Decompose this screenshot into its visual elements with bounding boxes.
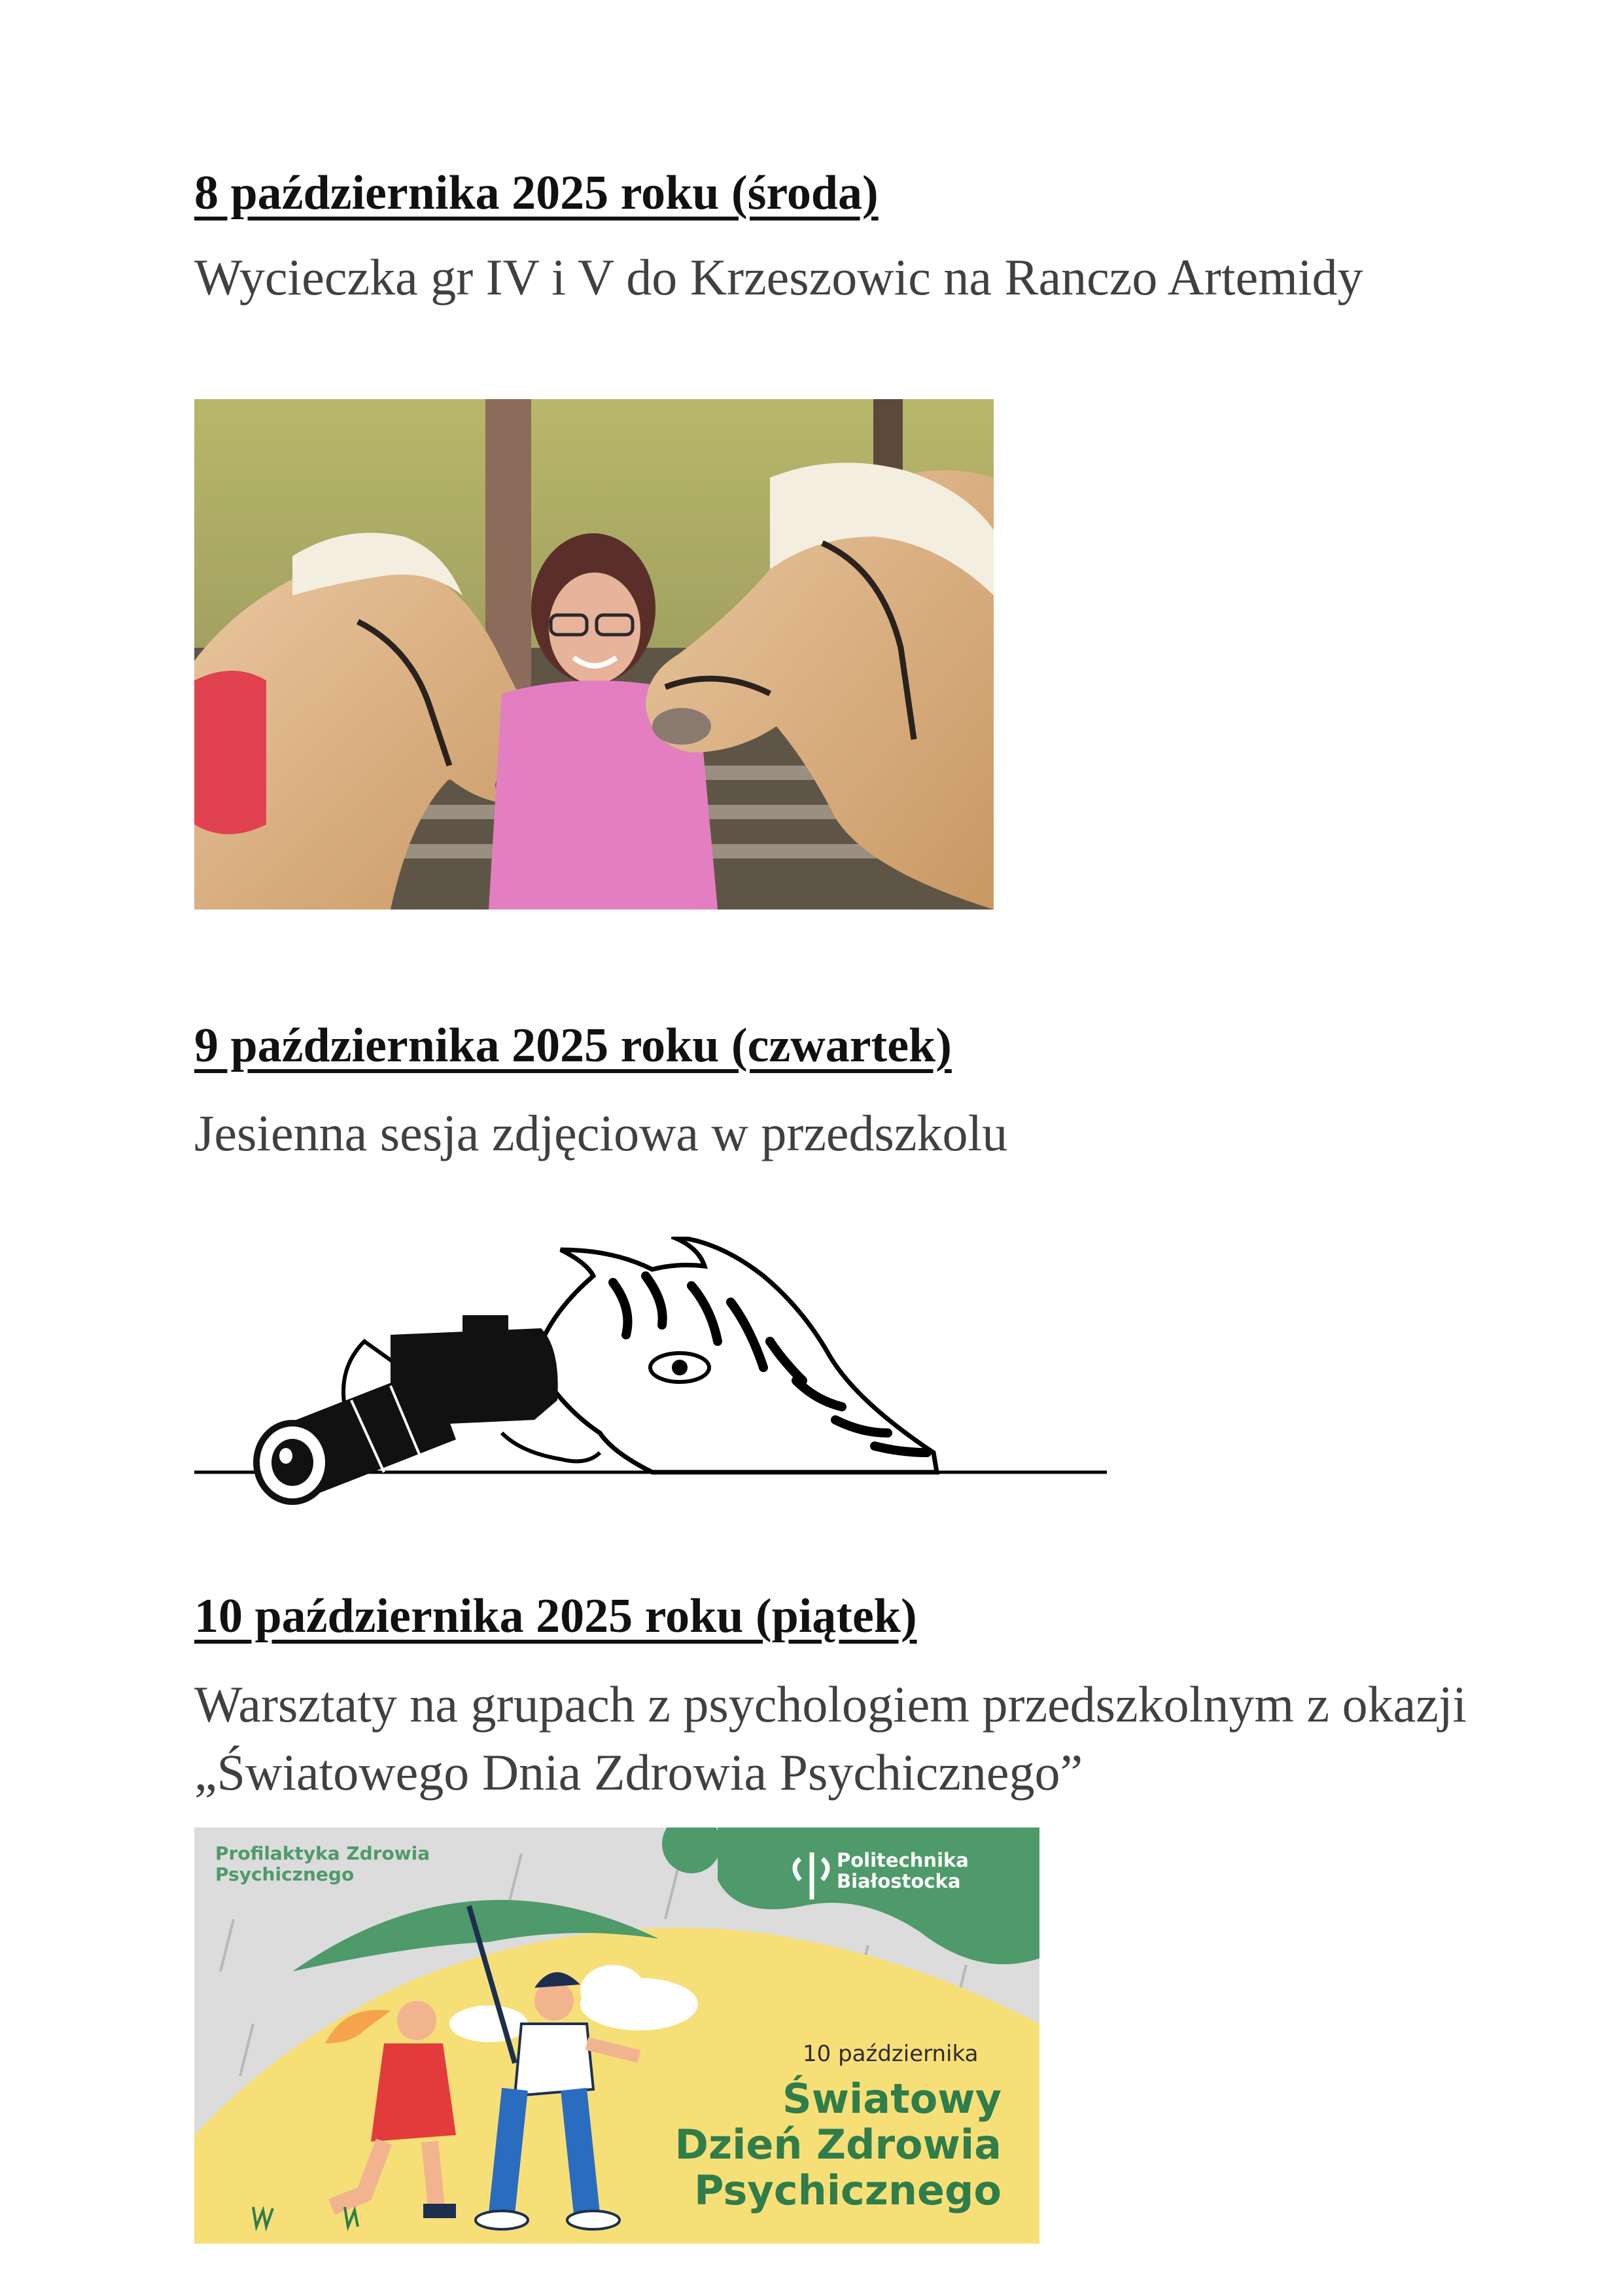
event-heading-oct-10: 10 października 2025 roku (piątek)	[194, 1589, 917, 1643]
mental-health-day-poster	[194, 1828, 1039, 2244]
poster-date: 10 października	[803, 2041, 979, 2067]
event-description-oct-9: Jesienna sesja zdjęciowa w przedszkolu	[194, 1104, 1008, 1161]
event-heading-oct-8: 8 października 2025 roku (środa)	[194, 166, 879, 220]
cat-with-camera-illustration	[194, 1237, 1107, 1505]
photo-woman-with-ponies	[194, 399, 994, 910]
poster-title: Światowy Dzień Zdrowia Psychicznego	[674, 2075, 1002, 2214]
poster-top-label: Profilaktyka Zdrowia Psychicznego	[215, 1843, 430, 1885]
event-description-oct-8: Wycieczka gr IV i V do Krzeszowic na Ranczo Artemidy	[194, 249, 1363, 306]
event-description-oct-10: Warsztaty na grupach z psychologiem przedszkolnym z okazji „Światowego Dnia Zdrowia Psychicznego”	[194, 1676, 1467, 1801]
event-heading-oct-9: 9 października 2025 roku (czwartek)	[194, 1019, 952, 1072]
poster-brand-name: Politechnika Białostocka	[837, 1849, 969, 1892]
